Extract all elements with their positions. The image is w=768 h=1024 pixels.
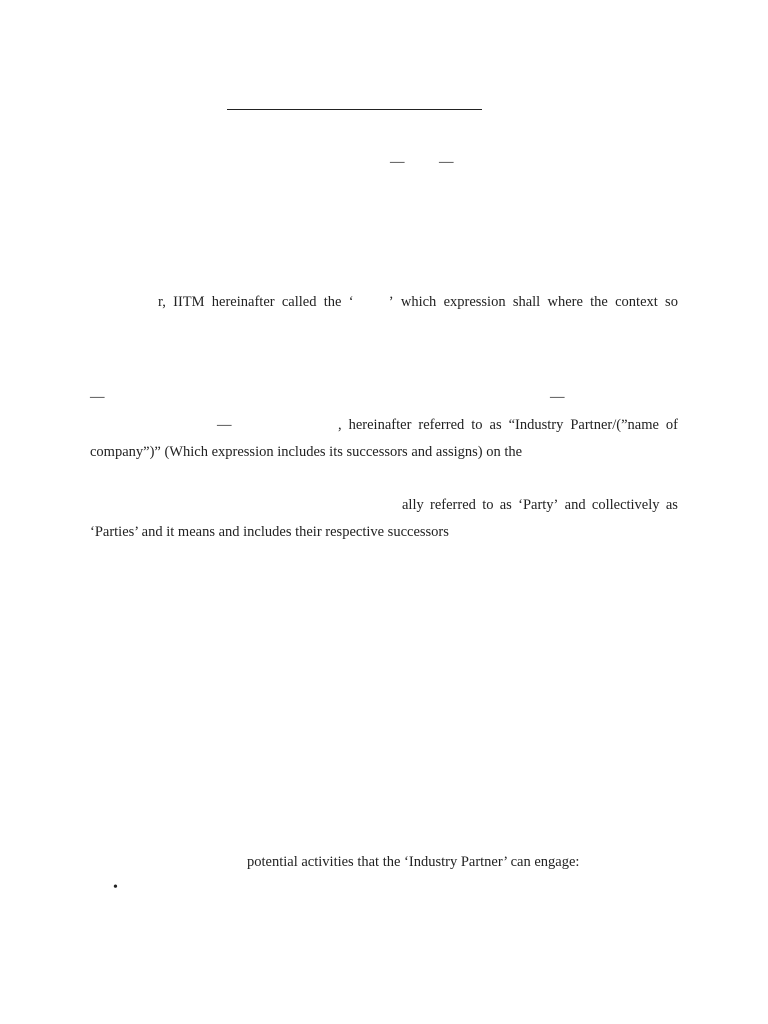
dash-mark: —: [439, 154, 454, 170]
paragraph-3-line-2: ‘Parties’ and it means and includes their respective successors: [90, 524, 449, 540]
paragraph-1-line-1: [158, 295, 678, 310]
paragraph-1-word: where: [547, 294, 583, 310]
dash-mark: —: [550, 389, 565, 405]
paragraph-2-word: of: [665, 417, 678, 433]
paragraph-3-word: to: [482, 497, 494, 513]
dash-mark: —: [390, 154, 405, 170]
paragraph-3-word: collectively: [591, 497, 660, 513]
paragraph-1-word: shall: [512, 294, 541, 310]
paragraph-2-line-2: company”)” (Which expression includes its successors and assigns) on the: [90, 444, 523, 460]
bullet-icon: •: [113, 880, 118, 895]
paragraph-3-line-1: [402, 498, 678, 513]
paragraph-2-word: “Industry: [508, 417, 564, 433]
paragraph-1-word: r,: [158, 294, 166, 310]
paragraph-3-word: referred: [430, 497, 476, 513]
paragraph-1-word: called: [281, 294, 317, 310]
paragraph-2-word: Partner/(”name: [570, 417, 659, 433]
paragraph-1-word: hereinafter: [211, 294, 275, 310]
paragraph-2-word: referred: [418, 417, 465, 433]
activities-intro: potential activities that the ‘Industry Partner’ can engage:: [247, 854, 580, 870]
paragraph-3-word: ally: [402, 497, 424, 513]
paragraph-1-word: context: [615, 294, 658, 310]
paragraph-1-word: which: [400, 294, 437, 310]
paragraph-2-word: hereinafter: [348, 417, 412, 433]
title-underline: [227, 109, 482, 110]
dash-mark: —: [90, 389, 105, 405]
paragraph-2-word: to: [471, 417, 483, 433]
paragraph-1-word: ‘: [348, 294, 354, 310]
dash-mark: —: [217, 417, 232, 433]
paragraph-1-word: the: [590, 294, 608, 310]
paragraph-3-word: as: [499, 497, 512, 513]
paragraph-1-word: ’: [388, 294, 394, 310]
paragraph-2-word: ,: [338, 417, 342, 433]
paragraph-2-line-1: [338, 418, 678, 433]
paragraph-1-word: so: [665, 294, 678, 310]
paragraph-3-word: ‘Party’: [518, 497, 559, 513]
paragraph-1-word: expression: [443, 294, 506, 310]
paragraph-1-word: IITM: [173, 294, 205, 310]
paragraph-3-word: and: [564, 497, 586, 513]
paragraph-1-word: the: [323, 294, 342, 310]
paragraph-2-word: as: [489, 417, 502, 433]
paragraph-3-word: as: [665, 497, 678, 513]
